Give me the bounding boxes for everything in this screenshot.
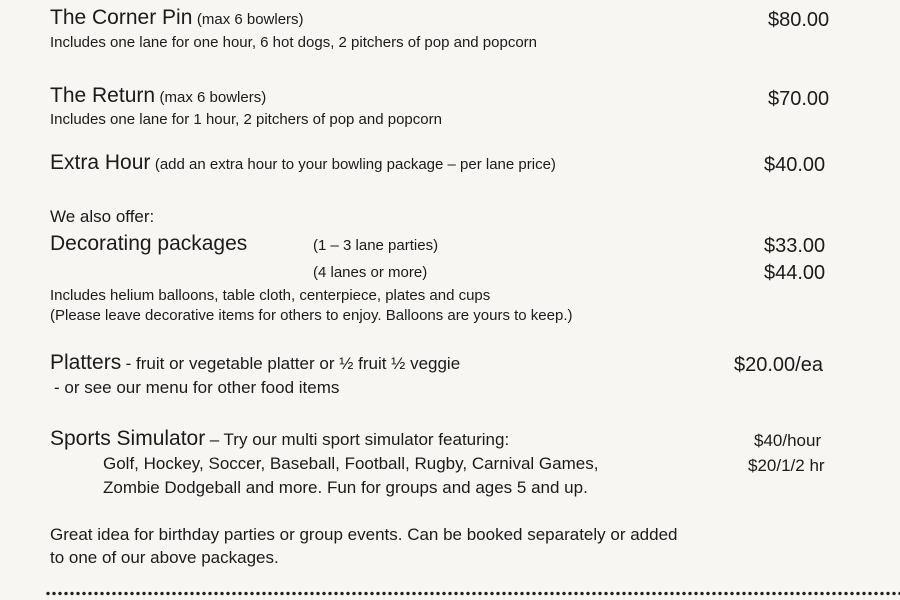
decorating-option-1: (1 – 3 lane parties)	[313, 237, 439, 254]
the-return-price: $70.00	[768, 88, 830, 110]
decorating-price-2: $44.00	[764, 262, 826, 284]
platters-name: Platters	[50, 351, 122, 374]
the-return-name: The Return	[50, 84, 156, 107]
extra-hour-note: (add an extra hour to your bowling package – per lane price)	[154, 156, 556, 173]
footer-line-2: to one of our above packages.	[50, 548, 279, 567]
decorating-price-1: $33.00	[764, 235, 826, 257]
corner-pin-name: The Corner Pin	[50, 6, 193, 29]
the-return-note: (max 6 bowlers)	[159, 89, 267, 106]
simulator-price-1: $40/hour	[754, 431, 822, 450]
simulator-heading	[50, 427, 509, 451]
platters-line-2: - or see our menu for other food items	[54, 378, 340, 397]
platters-heading	[50, 351, 460, 375]
corner-pin-price: $80.00	[768, 9, 830, 31]
simulator-price-2: $20/1/2 hr	[748, 456, 825, 475]
simulator-line-2: Golf, Hockey, Soccer, Baseball, Football, Rugby, Carnival Games,	[103, 454, 599, 473]
the-return-details: Includes one lane for 1 hour, 2 pitchers of pop and popcorn	[50, 111, 442, 128]
decorating-details-1: Includes helium balloons, table cloth, centerpiece, plates and cups	[50, 287, 491, 304]
simulator-desc: – Try our multi sport simulator featuring:	[209, 430, 510, 449]
decorating-option-2: (4 lanes or more)	[313, 264, 428, 281]
simulator-name: Sports Simulator	[50, 427, 206, 450]
extra-hour-heading	[50, 151, 556, 175]
also-offer-label: We also offer:	[50, 207, 155, 226]
extra-hour-price: $40.00	[764, 154, 826, 176]
platters-desc: - fruit or vegetable platter or ½ fruit ½ veggie	[125, 354, 461, 373]
footer-line-1: Great idea for birthday parties or group events. Can be booked separately or added	[50, 525, 678, 544]
simulator-line-3: Zombie Dodgeball and more. Fun for groups and ages 5 and up.	[103, 478, 588, 497]
corner-pin-note: (max 6 bowlers)	[196, 11, 304, 28]
decorating-name: Decorating packages	[50, 232, 248, 255]
corner-pin-heading	[50, 6, 304, 30]
extra-hour-name: Extra Hour	[50, 151, 151, 174]
the-return-heading	[50, 84, 266, 108]
dotted-divider	[45, 591, 900, 596]
platters-price: $20.00/ea	[734, 354, 823, 376]
decorating-details-2: (Please leave decorative items for others to enjoy. Balloons are yours to keep.)	[50, 307, 573, 324]
corner-pin-details: Includes one lane for one hour, 6 hot dogs, 2 pitchers of pop and popcorn	[50, 34, 538, 51]
